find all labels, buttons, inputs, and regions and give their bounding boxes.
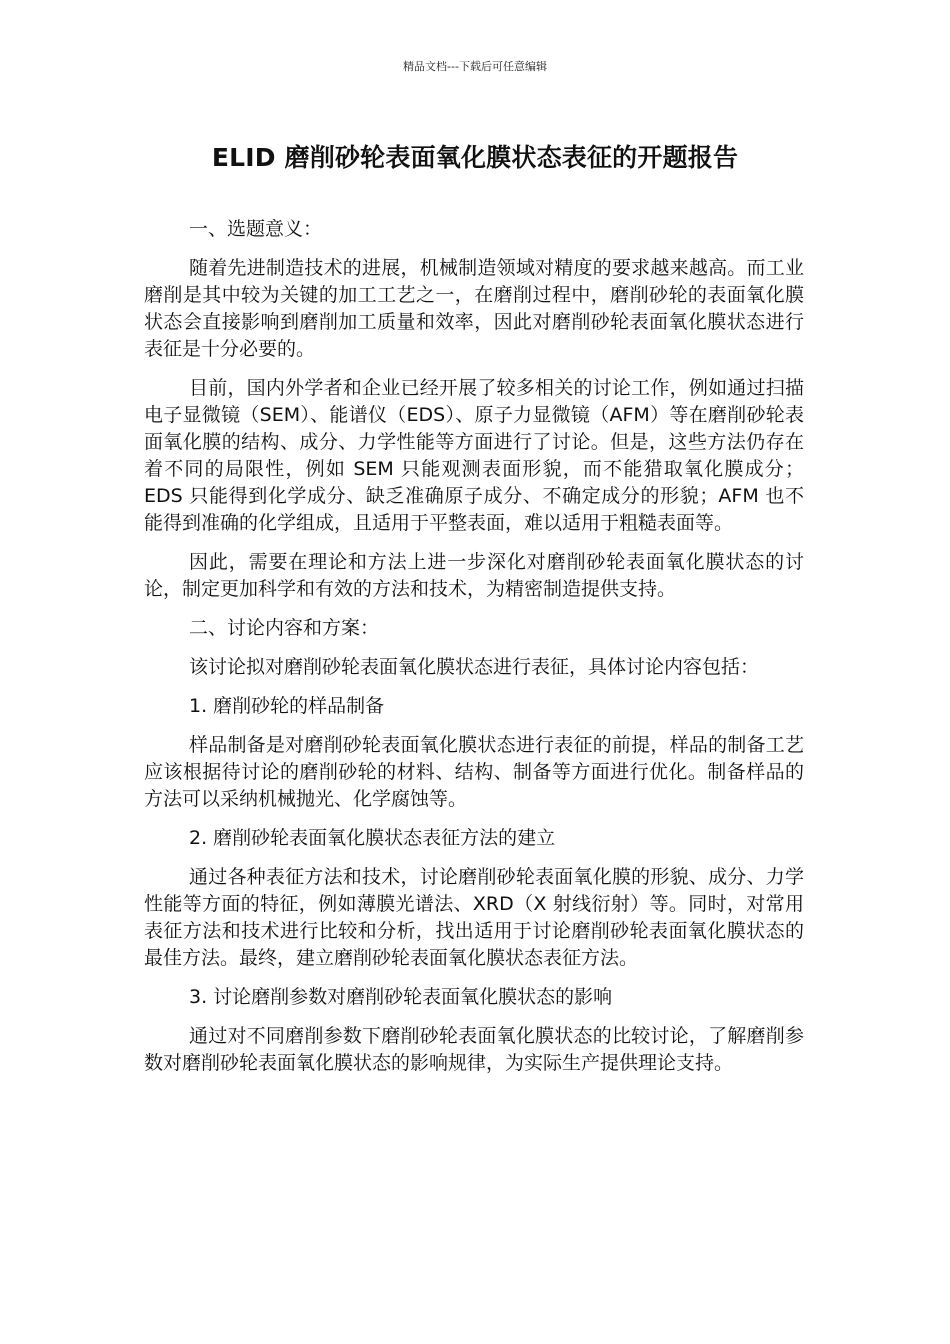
paragraph-content-intro: 该讨论拟对磨削砂轮表面氧化膜状态进行表征，具体讨论内容包括： bbox=[189, 656, 760, 678]
item-heading-parameters: 3. 讨论磨削参数对磨削砂轮表面氧化膜状态的影响 bbox=[189, 986, 613, 1008]
section-heading-content: 二、讨论内容和方案： bbox=[189, 617, 380, 639]
paragraph-conclusion: 因此，需要在理论和方法上进一步深化对磨削砂轮表面氧化膜状态的讨论，制定更加科学和有效的方法和技术，为精密制造提供支持。 bbox=[144, 551, 804, 600]
paragraph-characterization: 通过各种表征方法和技术，讨论磨削砂轮表面氧化膜的形貌、成分、力学性能等方面的特征，例如薄膜光谱法、XRD（X 射线衍射）等。同时，对常用表征方法和技术进行比较和分析，找出适用于讨论磨削砂轮表面氧化膜状态的最佳方法。最终，建立磨削砂轮表面氧化膜状态表征方法。 bbox=[144, 866, 804, 969]
document-body bbox=[144, 216, 804, 1089]
paragraph-parameters: 通过对不同磨削参数下磨削砂轮表面氧化膜状态的比较讨论，了解磨削参数对磨削砂轮表面氧化膜状态的影响规律，为实际生产提供理论支持。 bbox=[144, 1025, 804, 1074]
paragraph-background: 随着先进制造技术的进展，机械制造领域对精度的要求越来越高。而工业磨削是其中较为关键的加工工艺之一，在磨削过程中，磨削砂轮的表面氧化膜状态会直接影响到磨削加工质量和效率，因此对磨削砂轮表面氧化膜状态进行表征是十分必要的。 bbox=[144, 257, 804, 360]
item-heading-sample-prep: 1. 磨削砂轮的样品制备 bbox=[189, 695, 385, 717]
page-header: 精品文档---下载后可任意编辑 bbox=[403, 60, 547, 73]
section-heading-significance: 一、选题意义： bbox=[189, 218, 323, 240]
document-title: ELID 磨削砂轮表面氧化膜状态表征的开题报告 bbox=[211, 143, 739, 172]
item-heading-characterization: 2. 磨削砂轮表面氧化膜状态表征方法的建立 bbox=[189, 827, 556, 849]
paragraph-sample-prep: 样品制备是对磨削砂轮表面氧化膜状态进行表征的前提，样品的制备工艺应该根据待讨论的磨削砂轮的材料、结构、制备等方面进行优化。制备样品的方法可以采纳机械抛光、化学腐蚀等。 bbox=[144, 734, 804, 810]
paragraph-current-research: 目前，国内外学者和企业已经开展了较多相关的讨论工作，例如通过扫描电子显微镜（SEM）、能谱仪（EDS）、原子力显微镜（AFM）等在磨削砂轮表面氧化膜的结构、成分、力学性能等方面进行了讨论。但是，这些方法仍存在着不同的局限性，例如 SEM 只能观测表面形貌，而不能猎取氧化膜成分；EDS 只能得到化学成分、缺乏准确原子成分、不确定成分的形貌；AFM 也不能得到准确的化学组成，且适用于平整表面，难以适用于粗糙表面等。 bbox=[144, 377, 804, 534]
